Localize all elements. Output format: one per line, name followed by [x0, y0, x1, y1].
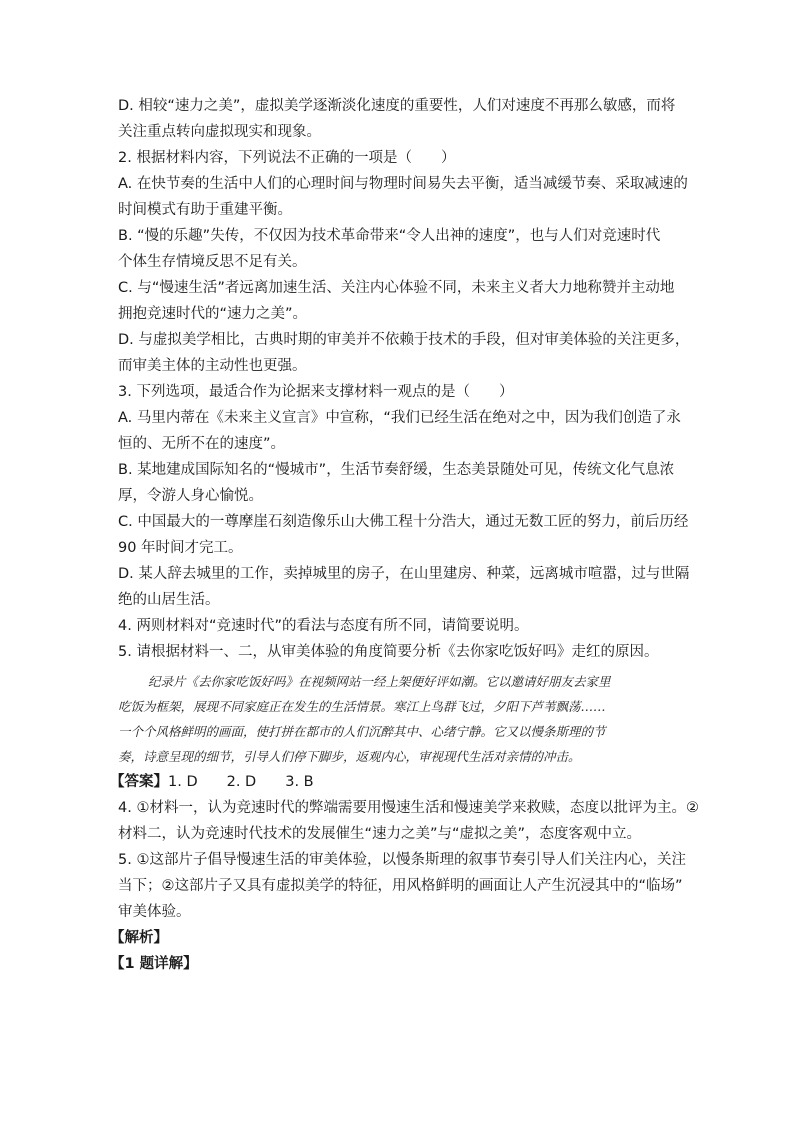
question-3: 3. 下列选项，最适合作为论据来支撑材料一观点的是（ ） [118, 384, 514, 400]
analysis-label: 【解析】 [110, 930, 168, 946]
option-3a-line-1: A. 马里内蒂在《未来主义宣言》中宣称，“我们已经生活在绝对之中，因为我们创造了永 [118, 410, 681, 426]
answer-5-line-2: 当下；②这部片子又具有虚拟美学的特征，用风格鲜明的画面让人产生沉浸其中的“临场” [118, 878, 683, 894]
option-3d-line-1: D. 某人辞去城里的工作，卖掉城里的房子，在山里建房、种菜，远离城市喧嚣，过与世隔 [118, 566, 690, 582]
option-3c-line-1: C. 中国最大的一尊摩崖石刻造像乐山大佛工程十分浩大，通过无数工匠的努力，前后历经 [118, 514, 689, 530]
option-1d-line-2: 关注重点转向虚拟现实和现象。 [118, 124, 321, 140]
option-2c-line-2: 拥抱竞速时代的“速力之美”。 [118, 306, 308, 322]
option-3d-line-2: 绝的山居生活。 [118, 592, 220, 608]
option-2b-line-1: B. “慢的乐趣”失传，不仅因为技术革命带来“令人出神的速度”，也与人们对竞速时代 [118, 228, 661, 244]
question-5: 5. 请根据材料一、二，从审美体验的角度简要分析《去你家吃饭好吗》走红的原因。 [118, 644, 659, 660]
analysis-subheading: 【1 题详解】 [110, 956, 198, 972]
answer-5-line-3: 审美体验。 [118, 904, 191, 920]
question-4: 4. 两则材料对“竞速时代”的看法与态度有所不同，请简要说明。 [118, 618, 529, 634]
answer-4-line-1: 4. ①材料一，认为竞速时代的弊端需要用慢速生活和慢速美学来救赎，态度以批评为主。② [118, 800, 699, 816]
answer-choices: 1. D 2. D 3. B [168, 774, 314, 790]
handwritten-passage [118, 669, 688, 769]
option-2a-line-1: A. 在快节奏的生活中人们的心理时间与物理时间易失去平衡，适当减缓节奏、采取减速的 [118, 176, 688, 192]
option-3c-line-2: 90 年时间才完工。 [118, 540, 243, 556]
option-3b-line-2: 厚，令游人身心愉悦。 [118, 488, 263, 504]
option-2a-line-2: 时间模式有助于重建平衡。 [118, 202, 292, 218]
question-2: 2. 根据材料内容，下列说法不正确的一项是（ ） [118, 150, 456, 166]
document-content [110, 93, 699, 977]
option-2c-line-1: C. 与“慢速生活”者远离加速生活、关注内心体验不同，未来主义者大力地称赞并主动地 [118, 280, 675, 296]
option-3a-line-2: 恒的、无所不在的速度”。 [118, 436, 286, 452]
option-2d-line-1: D. 与虚拟美学相比，古典时期的审美并不依赖于技术的手段，但对审美体验的关注更多， [118, 332, 690, 348]
option-2b-line-2: 个体生存情境反思不足有关。 [118, 254, 307, 270]
handwritten-line-2: 吃饭为框架，展现不同家庭正在发生的生活情景。寒江上鸟群飞过，夕阳下芦苇飘荡…… [118, 699, 606, 714]
option-1d-line-1: D. 相较“速力之美”，虚拟美学逐渐淡化速度的重要性，人们对速度不再那么敏感，而将 [118, 98, 676, 114]
option-3b-line-1: B. 某地建成国际知名的“慢城市”，生活节奏舒缓，生态美景随处可见，传统文化气息浓 [118, 462, 675, 478]
answer-row [110, 769, 688, 795]
answer-label: 【答案】 [110, 774, 168, 790]
handwritten-line-4: 奏，诗意呈现的细节，引导人们停下脚步，返观内心，审视现代生活对亲情的冲击。 [118, 749, 581, 764]
handwritten-line-3: 一个个风格鲜明的画面，使打拼在都市的人们沉醉其中、心绪宁静。它又以慢条斯理的节 [118, 724, 606, 739]
handwritten-line-1: 纪录片《去你家吃饭好吗》在视频网站一经上架便好评如潮。它以邀请好朋友去家里 [148, 674, 611, 689]
answer-4-line-2: 材料二，认为竞速时代技术的发展催生“速力之美”与“虚拟之美”，态度客观中立。 [118, 826, 642, 842]
option-2d-line-2: 而审美主体的主动性也更强。 [118, 358, 307, 374]
answer-5-line-1: 5. ①这部片子倡导慢速生活的审美体验，以慢条斯理的叙事节奏引导人们关注内心，关注 [118, 852, 686, 868]
